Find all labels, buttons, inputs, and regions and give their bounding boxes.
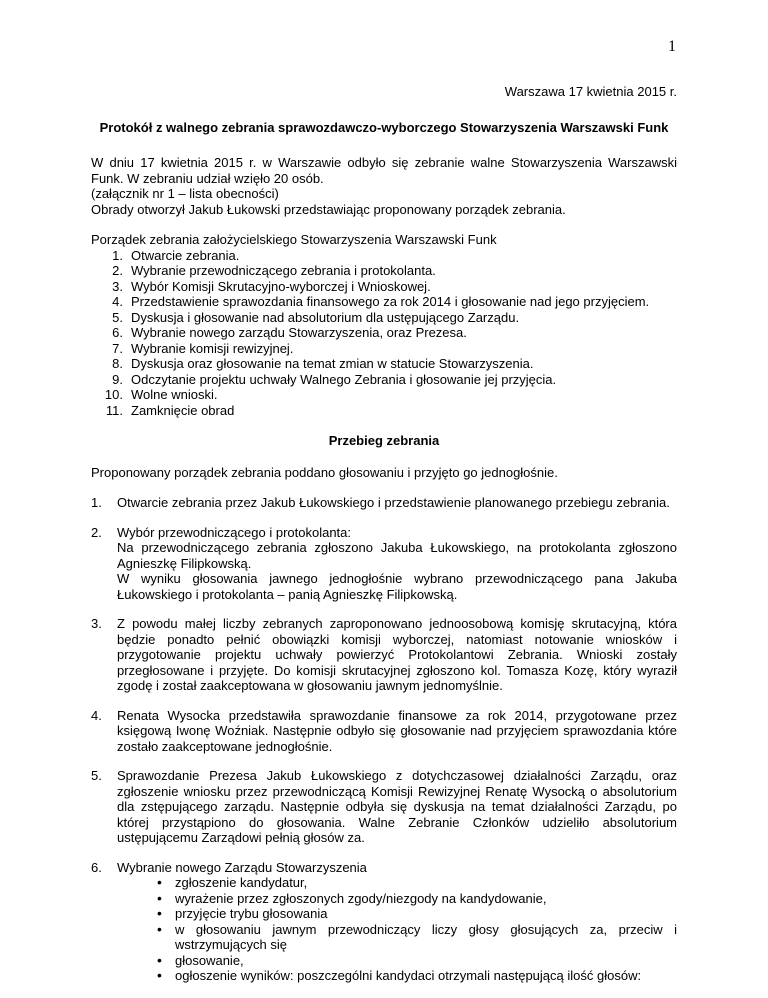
proceedings-text: Z powodu małej liczby zebranych zaproponowano jednoosobową komisję skrutacyjną, która będzie ponadto pełnić obowiązki komisji wyborczej, natomiast notowanie wniosków i przygotowanie projektu uchwały powierzyć Protokolantowi Zebrania. Wnioski zostały przegłosowane i przyjęte. Do komisji skrutacyjnej zgłoszono kol. Tomasza Kozę, który wyraził zgodę i został zaakceptowana w głosowaniu jawnym jednomyślnie.: [117, 616, 677, 693]
intro-line: (załącznik nr 1 – lista obecności): [91, 186, 279, 201]
agenda-list: [91, 248, 677, 419]
proceedings-text: Otwarcie zebrania przez Jakub Łukowskiego i przedstawienie planowanego przebiegu zebrania.: [117, 495, 670, 510]
agenda-heading: Porządek zebrania założycielskiego Stowarzyszenia Warszawski Funk: [91, 232, 497, 247]
document-title: Protokół z walnego zebrania sprawozdawczo-wyborczego Stowarzyszenia Warszawski Funk: [99, 119, 669, 135]
agenda-item: [91, 325, 677, 341]
bullet-item: • w głosowaniu jawnym przewodniczący liczy głosy głosujących za, przeciw i wstrzymujących się: [157, 922, 677, 953]
agenda-item: [91, 248, 677, 264]
proceedings-number: 4.: [91, 707, 102, 723]
bullet-item: • wyrażenie przez zgłoszonych zgody/niezgody na kandydowanie,: [157, 891, 677, 907]
proceedings-text: Renata Wysocka przedstawiła sprawozdanie finansowe za rok 2014, przygotowane przez księgową Iwonę Woźniak. Następnie odbyło się głosowanie nad przyjęciem sprawozdania które zostało zaakceptowane jednogłośnie.: [117, 707, 677, 754]
agenda-text: Wybranie nowego zarządu Stowarzyszenia, oraz Prezesa.: [131, 325, 467, 340]
agenda-number: 6.: [112, 325, 123, 340]
proceedings-item: [91, 768, 677, 846]
proceedings-item: [91, 616, 677, 694]
step6-bullet-list: [117, 875, 677, 984]
agenda-text: Zamknięcie obrad: [131, 402, 235, 418]
bullet-item: • przyjęcie trybu głosowania: [157, 906, 677, 922]
proceedings-number: 3.: [91, 616, 102, 631]
proceedings-item: [91, 860, 677, 984]
page-number: 1: [668, 38, 676, 55]
intro-line: Obrady otworzył Jakub Łukowski przedstawiając proponowany porządek zebrania.: [91, 201, 566, 217]
agenda-number: 2.: [112, 263, 123, 278]
agenda-number: 7.: [112, 340, 123, 356]
agenda-number: 8.: [112, 356, 123, 371]
proceedings-item: [91, 525, 677, 603]
agenda-number: 9.: [112, 371, 123, 387]
intro-line: W dniu 17 kwietnia 2015 r. w Warszawie odbyło się zebranie walne Stowarzyszenia Warszawski Funk. W zebraniu udział wzięło 20 osób.: [91, 155, 677, 186]
agenda-number: 4.: [112, 294, 123, 309]
agenda-item: [91, 341, 677, 357]
section-title: Przebieg zebrania: [328, 433, 440, 448]
proceedings-text: W wyniku głosowania jawnego jednogłośnie wybrano przewodniczącego pana Jakuba Łukowskiego i protokolanta – panią Agnieszkę Filipkowską.: [117, 571, 677, 602]
agenda-number: 10.: [104, 387, 123, 402]
agenda-text: Wybór Komisji Skrutacyjno-wyborczej i Wnioskowej.: [131, 278, 431, 294]
agenda-item: [91, 387, 677, 403]
bullet-item: • głosowanie,: [157, 953, 677, 969]
agenda-text: Przedstawienie sprawozdania finansowego za rok 2014 i głosowanie nad jego przyjęciem.: [131, 294, 650, 309]
agenda-block: [91, 232, 677, 418]
agenda-text: Odczytanie projektu uchwały Walnego Zebrania i głosowanie jej przyjęcia.: [131, 371, 557, 387]
proceedings-number: 5.: [91, 768, 102, 783]
proceedings-number: 6.: [91, 859, 102, 875]
proceedings-text: Wybranie nowego Zarządu Stowarzyszenia: [117, 859, 367, 875]
proceedings-text: Sprawozdanie Prezesa Jakub Łukowskiego z dotychczasowej działalności Zarządu, oraz zgłoszenie wniosku przez przewodniczącą Komisji Rewizyjnej Renatę Wysocką o absolutorium dla zstępującego zarządu. Następnie odbyła się dyskusja na temat działalności Zarządu, po której przystąpiono do głosowania. Walne Zebranie Członków udzieliło absolutorium ustępującemu Zarządowi pełnią głosów za.: [117, 768, 677, 845]
agenda-text: Wybranie komisji rewizyjnej.: [131, 340, 294, 356]
proceedings-item: [91, 495, 677, 511]
agenda-item: [91, 294, 677, 310]
agenda-number: 1.: [112, 247, 123, 263]
bullet-item: • ogłoszenie wyników: poszczególni kandydaci otrzymali następującą ilość głosów:: [157, 968, 677, 984]
agenda-text: Dyskusja oraz głosowanie na temat zmian w statucie Stowarzyszenia.: [131, 356, 534, 371]
agenda-item: [91, 279, 677, 295]
document-body: [91, 76, 677, 998]
agenda-item: [91, 356, 677, 372]
agenda-text: Otwarcie zebrania.: [131, 247, 240, 263]
agenda-item: [91, 403, 677, 419]
agenda-text: Wolne wnioski.: [131, 387, 218, 402]
proceedings-text: Wybór przewodniczącego i protokolanta:: [117, 524, 352, 540]
agenda-text: Wybranie przewodniczącego zebrania i protokolanta.: [131, 263, 436, 278]
intro-paragraph: [91, 155, 677, 217]
date-line: Warszawa 17 kwietnia 2015 r.: [504, 84, 677, 99]
proceedings-text: Na przewodniczącego zebrania zgłoszono Jakuba Łukowskiego, na protokolanta zgłoszono Agnieszkę Filipkowską.: [117, 540, 677, 571]
agenda-number: 11.: [105, 402, 123, 418]
agenda-item: [91, 310, 677, 326]
agenda-number: 3.: [112, 278, 123, 294]
agenda-item: [91, 263, 677, 279]
bullet-item: • zgłoszenie kandydatur,: [157, 875, 677, 891]
proceedings-list: [91, 495, 677, 984]
proceedings-number: 2.: [91, 524, 102, 540]
proceedings-number: 1.: [91, 495, 102, 510]
agenda-item: [91, 372, 677, 388]
agenda-number: 5.: [112, 309, 123, 325]
proceedings-item: [91, 708, 677, 755]
agenda-text: Dyskusja i głosowanie nad absolutorium dla ustępującego Zarządu.: [131, 309, 520, 325]
adoption-paragraph: Proponowany porządek zebrania poddano głosowaniu i przyjęto go jednogłośnie.: [91, 464, 558, 480]
